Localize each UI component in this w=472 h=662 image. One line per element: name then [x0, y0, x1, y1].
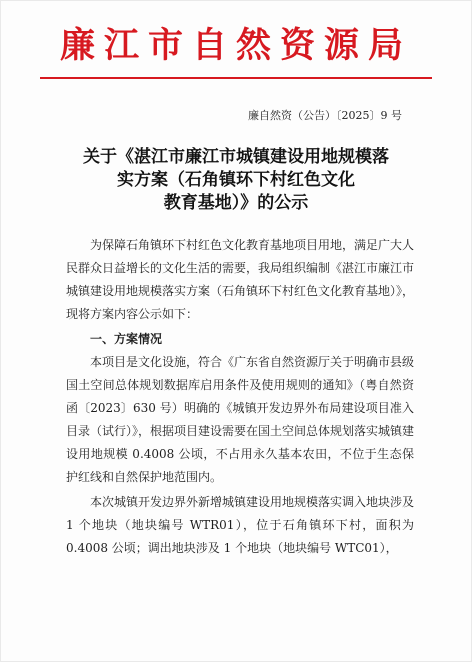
document-title — [50, 146, 422, 215]
title-line-2: 实方案（石角镇环下村红色文化 — [117, 170, 355, 190]
section-1-heading: 一、方案情况 — [90, 332, 163, 346]
intro-paragraph: 为保障石角镇环下村红色文化教育基地项目用地，满足广大人民群众日益增长的文化生活的需要，我局组织编制《湛江市廉江市城镇建设用地规模落实方案（石角镇环下村红色文化教育基地）》，现将方案内容公示如下： — [66, 238, 415, 321]
document-number: 廉自然资（公告）〔2025〕9 号 — [248, 109, 402, 122]
document-body — [66, 234, 414, 562]
section-1-paragraph-1: 本项目是文化设施，符合《广东省自然资源厅关于明确市县级国土空间总体规划数据库启用条件及使用规则的通知》（粤自然资函〔2023〕630 号）明确的《城镇开发边界外布局建设项目准入目录（试行）》，根据项目建设需要在国土空间总体规划落实城镇建设用地规模 0.4008 公顷，不占用永久基本农田，不位于生态保护红线和自然保护地范围内。 — [66, 355, 415, 484]
letterhead-title: 廉江市自然资源局 — [59, 26, 412, 66]
title-line-3: 教育基地）》的公示 — [163, 193, 309, 213]
title-line-1: 关于《湛江市廉江市城镇建设用地规模落 — [83, 147, 389, 167]
letterhead-red-rule — [40, 77, 432, 79]
section-1-paragraph-2: 本次城镇开发边界外新增城镇建设用地规模落实调入地块涉及 1 个地块（地块编号 WTR01），位于石角镇环下村，面积为 0.4008 公顷；调出地块涉及 1 个地块（地块编号 WTC01）， — [66, 495, 415, 555]
